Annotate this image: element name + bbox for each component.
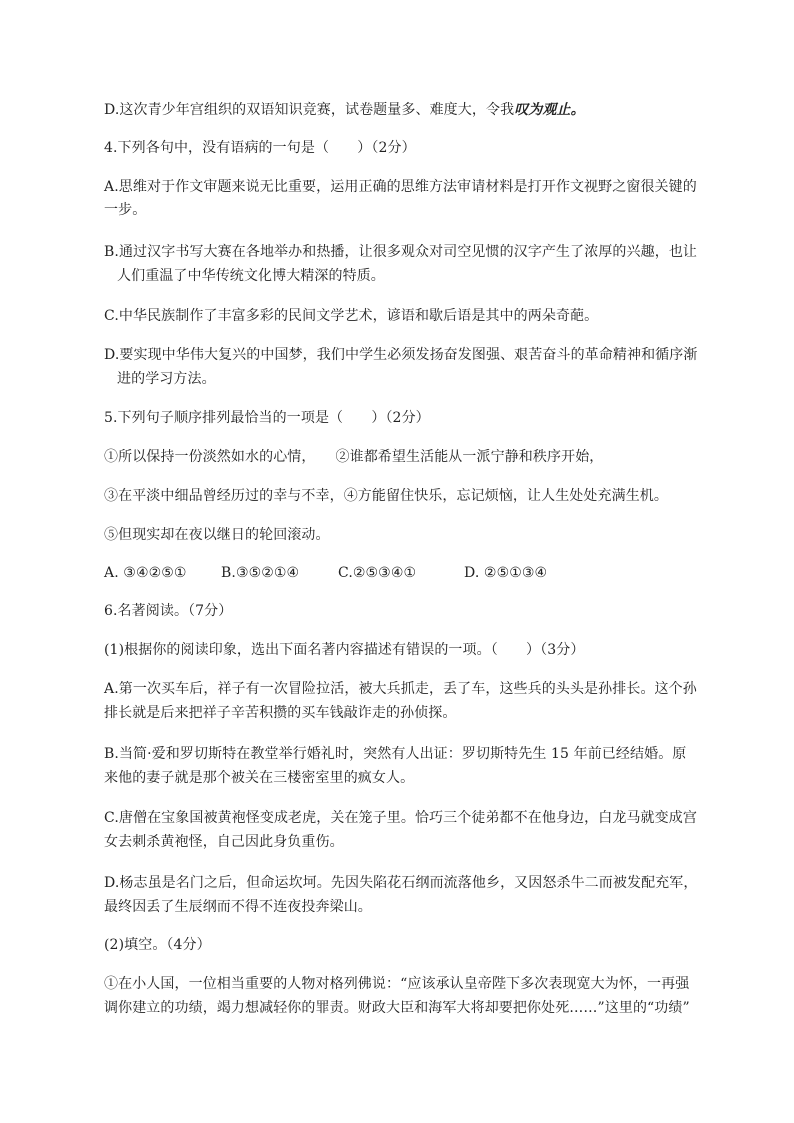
- q4-option-b-line2: 人们重温了中华传统文化博大精深的特质。: [117, 268, 385, 284]
- q5-stem: 5.下列句子顺序排列最恰当的一项是（ ）（2分）: [104, 410, 430, 426]
- q5-sentence-1: ①所以保持一份淡然如水的心情，: [104, 449, 316, 465]
- q6-option-c-line2: 女去刺杀黄袍怪，自己因此身负重伤。: [104, 834, 344, 850]
- q3-option-d: D.这次青少年宫组织的双语知识竞赛，试卷题量多、难度大，令我叹为观止。: [104, 102, 585, 118]
- q6-option-a-line1: A.第一次买车后，祥子有一次冒险拉活，被大兵抓走，丢了车，这些兵的头头是孙排长。这个孙: [104, 681, 697, 697]
- q5-sentence-2: ②谁都希望生活能从一派宁静和秩序开始，: [335, 449, 604, 465]
- q4-option-a-line2: 一步。: [104, 202, 147, 218]
- q4-option-a-line1: A.思维对于作文审题来说无比重要，运用正确的思维方法审请材料是打开作文视野之窗很关键的: [104, 179, 697, 195]
- q6-fill-line2: 调你建立的功绩，竭力想减轻你的罪责。财政大臣和海军大将却要把你处死……”这里的“功绩”: [104, 1000, 690, 1016]
- q5-option-c: C.②⑤③④①: [338, 565, 417, 581]
- q5-option-a: A. ③④②⑤①: [104, 565, 187, 581]
- q6-option-a-line2: 排长就是后来把祥子辛苦积攒的买车钱敲诈走的孙侦探。: [104, 705, 457, 721]
- emphasized-phrase: 叹为观止。: [514, 102, 585, 118]
- q6-option-b-line2: 来他的妻子就是那个被关在三楼密室里的疯女人。: [104, 770, 415, 786]
- q5-sentence-5: ⑤但现实却在夜以继日的轮回滚动。: [104, 527, 330, 543]
- q6-option-c-line1: C.唐僧在宝象国被黄袍怪变成老虎，关在笼子里。恰巧三个徒弟都不在他身边，白龙马就变成宫: [104, 810, 697, 826]
- q5-options: [104, 563, 710, 583]
- q6-fill-line1: ①在小人国，一位相当重要的人物对格列佛说：“应该承认皇帝陛下多次表现宽大为怀，一再强: [104, 976, 690, 992]
- q6-part2-stem: (2)填空。（4分）: [104, 937, 211, 953]
- q4-stem: 4.下列各句中，没有语病的一句是（ ）（2分）: [104, 140, 416, 156]
- q5-sentences-row2: ③在平淡中细品曾经历过的幸与不幸，④方能留住快乐，忘记烦恼，让人生处处充满生机。: [104, 488, 668, 504]
- q4-option-d-line1: D.要实现中华伟大复兴的中国梦，我们中学生必须发扬奋发图强、艰苦奋斗的革命精神和循序渐: [104, 347, 698, 363]
- q6-option-d-line2: 最终因丢了生辰纲而不得不连夜投奔梁山。: [104, 899, 372, 915]
- q5-option-b: B.③⑤②①④: [221, 565, 300, 581]
- q5-sentences-row1: [104, 447, 710, 467]
- q6-option-d-line1: D.杨志虽是名门之后，但命运坎坷。先因失陷花石纲而流落他乡，又因怒杀牛二而被发配充军，: [104, 875, 698, 891]
- q4-option-c: C.中华民族制作了丰富多彩的民间文学艺术，谚语和歇后语是其中的两朵奇葩。: [104, 308, 599, 324]
- q6-part1-stem: (1)根据你的阅读印象，选出下面名著内容描述有错误的一项。（ ）（3分）: [104, 642, 585, 658]
- q6-option-b-line1: B.当简·爱和罗切斯特在教堂举行婚礼时，突然有人出证：罗切斯特先生 15 年前已经结婚。原: [104, 746, 687, 762]
- q4-option-b-line1: B.通过汉字书写大赛在各地举办和热播，让很多观众对司空见惯的汉字产生了浓厚的兴趣，也让: [104, 244, 698, 260]
- q5-option-d: D. ②⑤①③④: [464, 565, 548, 581]
- q6-stem: 6.名著阅读。（7分）: [104, 603, 233, 619]
- q4-option-d-line2: 进的学习方法。: [117, 371, 216, 387]
